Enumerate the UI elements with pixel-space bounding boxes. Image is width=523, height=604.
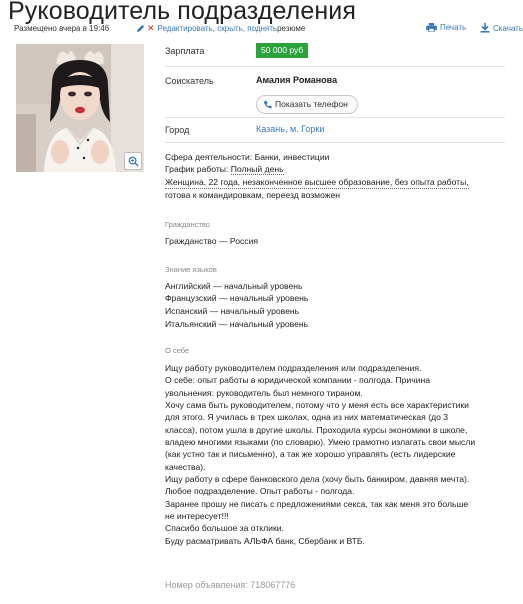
about-line: класса), потом ушла в другие школы. Проходила курсы экономики в школе, xyxy=(165,424,468,435)
about-line: Ищу работу в сфере банковского дела (хочу быть банкиром, давняя мечта). xyxy=(165,474,470,485)
about-text xyxy=(165,362,515,547)
print-label: Печать xyxy=(440,23,467,32)
divider xyxy=(165,117,505,118)
about-line: владею многими языками (по словарю). Умею грамотно излагать свои мысли xyxy=(165,437,476,448)
schedule-label: График работы: xyxy=(165,164,231,174)
divider xyxy=(165,66,505,67)
details-line-1: Женщина, 22 года, незаконченное высшее образование, без опыта работы, xyxy=(165,176,469,189)
meta-bar xyxy=(14,23,523,37)
edit-suffix: резюме xyxy=(277,24,306,33)
edit-link[interactable]: Редактировать, скрыть, поднять xyxy=(157,24,278,33)
download-icon xyxy=(480,23,490,33)
show-phone-label: Показать телефон xyxy=(275,99,348,109)
show-phone-button[interactable] xyxy=(256,95,358,114)
download-label: Скачать xyxy=(493,23,523,33)
page-title: Руководитель подразделения xyxy=(8,0,356,25)
about-line: увольнения: руководитель был немного тираном. xyxy=(165,387,363,398)
zoom-button[interactable] xyxy=(124,152,142,170)
languages-heading: Знание языков xyxy=(165,265,217,274)
language-item: Испанский — начальный уровень xyxy=(165,306,300,316)
about-line: для этого. Я училась в трех школах, одна из них математическая (до 3 xyxy=(165,412,449,423)
phone-icon xyxy=(263,100,272,109)
schedule-line xyxy=(165,163,284,175)
posted-time: Размещено вчера в 19:46 xyxy=(14,24,110,33)
language-item: Итальянский — начальный уровень xyxy=(165,319,309,329)
download-button[interactable] xyxy=(480,23,523,33)
city-label: Город xyxy=(165,125,190,135)
schedule-value: Полный день xyxy=(230,164,284,174)
language-item: Французский — начальный уровень xyxy=(165,293,309,303)
language-item: Английский — начальный уровень xyxy=(165,281,303,291)
details-line-2: готова к командировкам, переезд возможен xyxy=(165,190,341,200)
printer-icon xyxy=(426,23,437,32)
about-line: Заранее прошу не писать с предложениями секса, так как меня это больше xyxy=(165,498,469,509)
about-line: Хочу сама быть руководителем, потому что у меня есть все характеристики xyxy=(165,400,469,411)
print-button[interactable] xyxy=(426,23,466,32)
about-line: Любое подразделение. Опыт работы - полгода. xyxy=(165,486,355,497)
about-line: Спасибо большое за отклики. xyxy=(165,523,284,534)
about-line: Ищу работу руководителем подразделения или подразделения. xyxy=(165,363,422,373)
sphere-text: Сфера деятельности: Банки, инвестиции xyxy=(165,152,330,162)
about-line: О себе: опыт работы в юридической компании - полгода. Причина xyxy=(165,375,430,386)
city-link[interactable]: Казань, м. Горки xyxy=(256,124,325,134)
seeker-label: Соискатель xyxy=(165,76,214,86)
about-heading: О себе xyxy=(165,346,190,355)
divider xyxy=(165,142,505,143)
profile-photo[interactable] xyxy=(16,44,144,172)
pencil-icon xyxy=(136,24,145,33)
salary-label: Зарплата xyxy=(165,46,205,56)
close-icon[interactable]: ✕ xyxy=(147,23,155,33)
about-line: не интересует!!! xyxy=(165,511,229,522)
edit-controls xyxy=(136,24,305,33)
citizenship-heading: Гражданство xyxy=(165,220,210,229)
ad-number: Номер объявления: 718067776 xyxy=(165,580,296,590)
salary-badge: 50 000 руб xyxy=(256,43,308,58)
citizenship-value: Гражданство — Россия xyxy=(165,236,259,246)
about-line: качества). xyxy=(165,461,206,472)
about-line: (как устно так и письменно), а так же хорошо управлять (есть лидерские xyxy=(165,449,456,460)
magnifier-plus-icon xyxy=(128,156,139,167)
seeker-name: Амалия Романова xyxy=(256,75,338,85)
about-line: Буду расматривать АЛЬФА банк, Сбербанк и ВТБ. xyxy=(165,535,365,546)
